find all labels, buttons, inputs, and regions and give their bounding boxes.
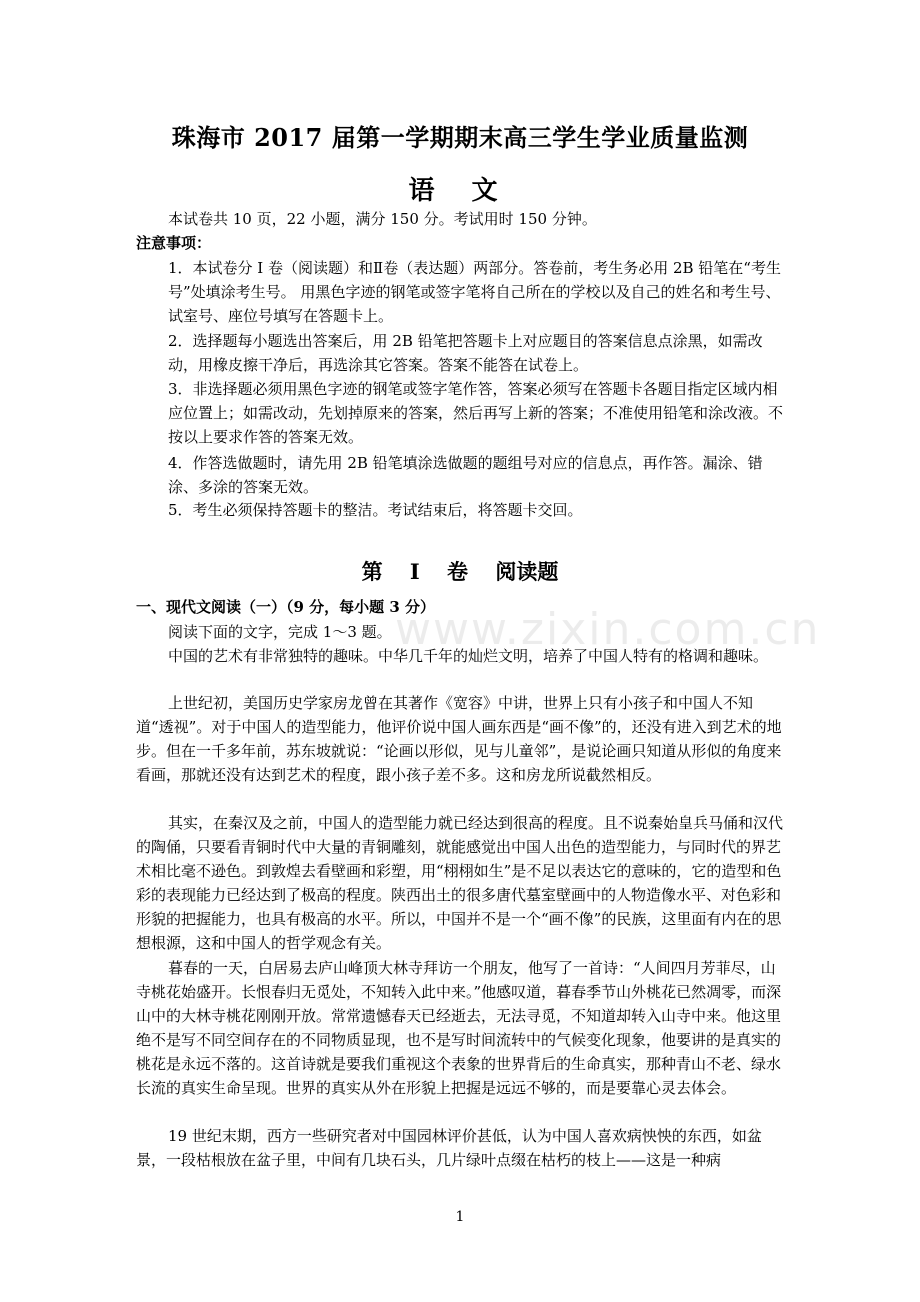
question-heading: 一、现代文阅读（一）（9 分，每小题 3 分） bbox=[136, 598, 436, 616]
notes-heading: 注意事项： bbox=[136, 234, 212, 252]
note-item-1: 1．本试卷分 I 卷（阅读题）和Ⅱ卷（表达题）两部分。答卷前，考生务必用 2B 铅笔在“考生号”处填涂考生号。 用黑色字迹的钢笔或签字笔将自己所在的学校以及自己的姓名和考生号、试室号、座位号填写在答题卡上。 bbox=[168, 259, 781, 325]
reading-instruction: 阅读下面的文字，完成 1～3 题。 bbox=[168, 623, 392, 641]
note-item-4: 4．作答选做题时，请先用 2B 铅笔填涂选做题的题组号对应的信息点，再作答。漏涂、错涂、多涂的答案无效。 bbox=[168, 454, 763, 496]
exam-intro: 本试卷共 10 页，22 小题，满分 150 分。考试用时 150 分钟。 bbox=[168, 210, 597, 228]
passage-paragraph-3: 其实，在秦汉及之前，中国人的造型能力就已经达到很高的程度。且不说秦始皇兵马俑和汉代的陶俑，只要看青铜时代中大量的青铜雕刻，就能感觉出中国人出色的造型能力，与同时代的界艺术相比毫不逊色。到敦煌去看壁画和彩塑，用“栩栩如生”是不足以表达它的意味的，它的造型和色彩的表现能力已经达到了极高的程度。陕西出土的很多唐代墓室壁画中的人物造像水平、对色彩和形貌的把握能力，也具有极高的水平。所以，中国并不是一个“画不像”的民族，这里面有内在的思想根源，这和中国人的哲学观念有关。 bbox=[136, 814, 784, 952]
note-item-3: 3．非选择题必须用黑色字迹的钢笔或签字笔作答，答案必须写在答题卡各题目指定区域内相应位置上；如需改动，先划掉原来的答案，然后再写上新的答案；不准使用铅笔和涂改液。不按以上要求作答的答案无效。 bbox=[168, 380, 784, 446]
page-title: 珠海市 2017 届第一学期期末高三学生学业质量监测 bbox=[171, 123, 749, 152]
watermark: www.zixin.com.cn bbox=[395, 604, 821, 655]
note-item-5: 5．考生必须保持答题卡的整洁。考试结束后，将答题卡交回。 bbox=[168, 501, 583, 519]
passage-paragraph-1: 中国的艺术有非常独特的趣味。中华几千年的灿烂文明，培养了中国人特有的格调和趣味。 bbox=[168, 647, 769, 665]
subject-title: 语 文 bbox=[408, 176, 512, 206]
note-item-2: 2．选择题每小题选出答案后，用 2B 铅笔把答题卡上对应题目的答案信息点涂黑，如需改动，用橡皮擦干净后，再选涂其它答案。答案不能答在试卷上。 bbox=[168, 332, 763, 374]
passage-paragraph-2: 上世纪初，美国历史学家房龙曾在其著作《宽容》中讲，世界上只有小孩子和中国人不知道“透视”。对于中国人的造型能力，他评价说中国人画东西是“画不像”的，还没有进入到艺术的地步。但在一千多年前，苏东坡就说：“论画以形似，见与儿童邻”，是说论画只知道从形似的角度来看画，那就还没有达到艺术的程度，跟小孩子差不多。这和房龙所说截然相反。 bbox=[136, 694, 782, 784]
passage-paragraph-4: 暮春的一天，白居易去庐山峰顶大林寺拜访一个朋友，他写了一首诗：“人间四月芳菲尽，山寺桃花始盛开。长恨春归无觅处，不知转入此中来。”他感叹道，暮春季节山外桃花已然凋零，而深山中的大林寺桃花刚刚开放。常常遗憾春天已经逝去，无法寻觅，不知道却转入山寺中来。他这里绝不是写不同空间存在的不同物质显现，也不是写时间流转中的气候变化现象，他要讲的是真实的桃花是永远不落的。这首诗就是要我们重视这个表象的世界背后的生命真实，那种青山不老、绿水长流的真实生命呈现。世界的真实从外在形貌上把握是远远不够的，而是要靠心灵去体会。 bbox=[136, 959, 782, 1097]
passage-paragraph-5: 19 世纪末期，西方一些研究者对中国园林评价甚低，认为中国人喜欢病怏怏的东西，如盆景，一段枯根放在盆子里，中间有几块石头，几片绿叶点缀在枯朽的枝上——这是一种病 bbox=[136, 1127, 762, 1169]
page-number: 1 bbox=[455, 1209, 465, 1225]
section-title: 第 I 卷 阅读题 bbox=[361, 559, 559, 584]
